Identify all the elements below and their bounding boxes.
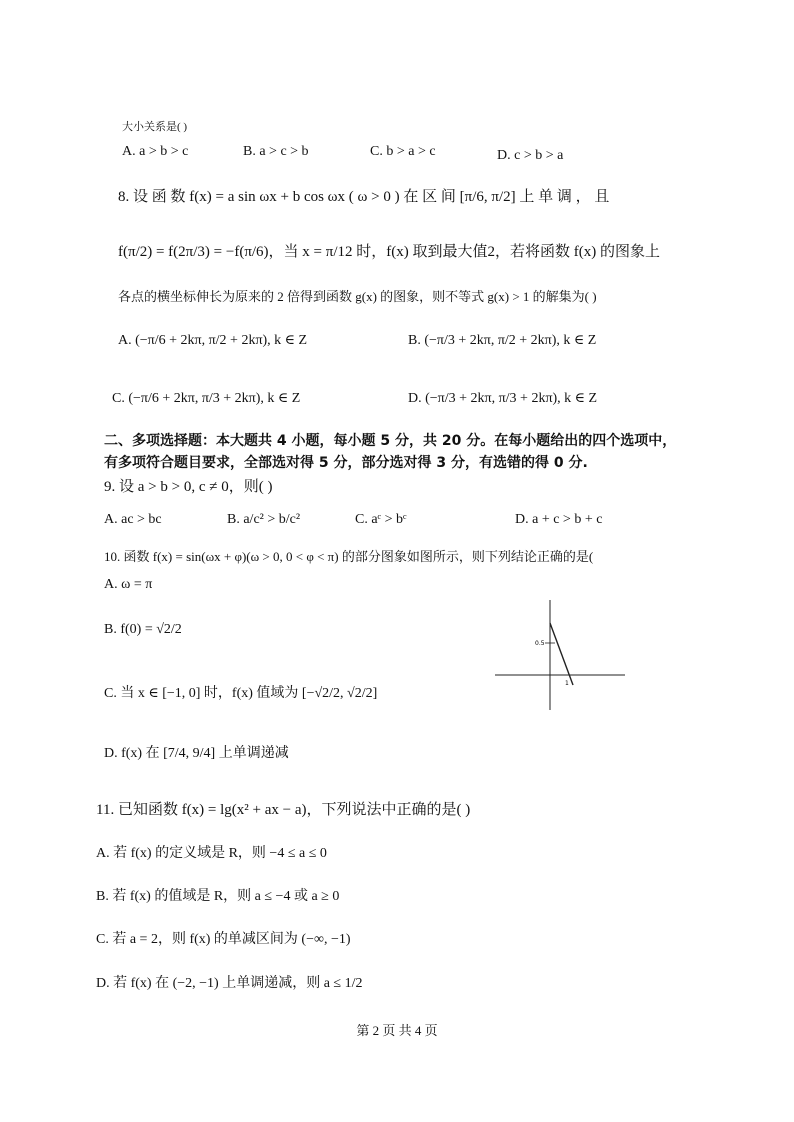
- q10-option-b: B. f(0) = √2/2: [104, 622, 182, 637]
- q10-stem: 10. 函数 f(x) = sin(ωx + φ)(ω > 0, 0 < φ < π) 的部分图象如图所示，则下列结论正确的是(: [104, 549, 594, 564]
- q11-option-b: B. 若 f(x) 的值域是 R，则 a ≤ −4 或 a ≥ 0: [96, 889, 340, 904]
- q10-function-graph: [495, 595, 630, 720]
- q10-option-c: C. 当 x ∈ [−1, 0] 时，f(x) 值域为 [−√2/2, √2/2]: [104, 686, 378, 701]
- q8-line3: 各点的横坐标伸长为原来的 2 倍得到函数 g(x) 的图象，则不等式 g(x) > 1 的解集为( ): [118, 289, 597, 304]
- q8-line2: f(π/2) = f(2π/3) = −f(π/6)，当 x = π/12 时，f(x) 取到最大值2，若将函数 f(x) 的图象上: [118, 244, 660, 260]
- q11-option-c: C. 若 a = 2，则 f(x) 的单减区间为 (−∞, −1): [96, 932, 351, 947]
- q11-stem: 11. 已知函数 f(x) = lg(x² + ax − a)，下列说法中正确的是( ): [96, 802, 471, 818]
- q9-option-c: C. aᶜ > bᶜ: [355, 512, 407, 527]
- q7-option-a: A. a > b > c: [122, 144, 189, 159]
- q9-option-d: D. a + c > b + c: [515, 512, 603, 527]
- q9-option-b: B. a/c² > b/c²: [227, 512, 301, 527]
- q10-option-a: A. ω = π: [104, 577, 153, 592]
- graph-label-half: 0.5: [535, 640, 545, 647]
- q10-option-d: D. f(x) 在 [7/4, 9/4] 上单调递减: [104, 746, 289, 761]
- q7-option-d: D. c > b > a: [497, 148, 564, 163]
- q9-option-a: A. ac > bc: [104, 512, 162, 527]
- graph-label-one: 1: [565, 680, 569, 687]
- q7-option-b: B. a > c > b: [243, 144, 309, 159]
- section2-heading-line1: 二、多项选择题：本大题共 4 小题，每小题 5 分，共 20 分。在每小题给出的四个选项中，: [104, 433, 677, 449]
- q11-option-a: A. 若 f(x) 的定义域是 R，则 −4 ≤ a ≤ 0: [96, 846, 327, 861]
- q8-option-b: B. (−π/3 + 2kπ, π/2 + 2kπ), k ∈ Z: [408, 333, 597, 348]
- section2-heading-line2: 有多项符合题目要求，全部选对得 5 分，部分选对得 3 分，有选错的得 0 分.: [104, 455, 588, 471]
- q7-stem-tail: 大小关系是( ): [122, 121, 188, 133]
- page-footer: 第 2 页 共 4 页: [356, 1023, 438, 1038]
- q8-line1: 8. 设 函 数 f(x) = a sin ωx + b cos ωx ( ω > 0 ) 在 区 间 [π/6, π/2] 上 单 调 ， 且: [118, 189, 610, 205]
- q9-stem: 9. 设 a > b > 0, c ≠ 0，则( ): [104, 479, 273, 495]
- q8-option-d: D. (−π/3 + 2kπ, π/3 + 2kπ), k ∈ Z: [408, 391, 598, 406]
- q11-option-d: D. 若 f(x) 在 (−2, −1) 上单调递减，则 a ≤ 1/2: [96, 976, 363, 991]
- graph-curve: [550, 623, 573, 685]
- q7-option-c: C. b > a > c: [370, 144, 436, 159]
- q8-option-a: A. (−π/6 + 2kπ, π/2 + 2kπ), k ∈ Z: [118, 333, 308, 348]
- q8-option-c: C. (−π/6 + 2kπ, π/3 + 2kπ), k ∈ Z: [112, 391, 301, 406]
